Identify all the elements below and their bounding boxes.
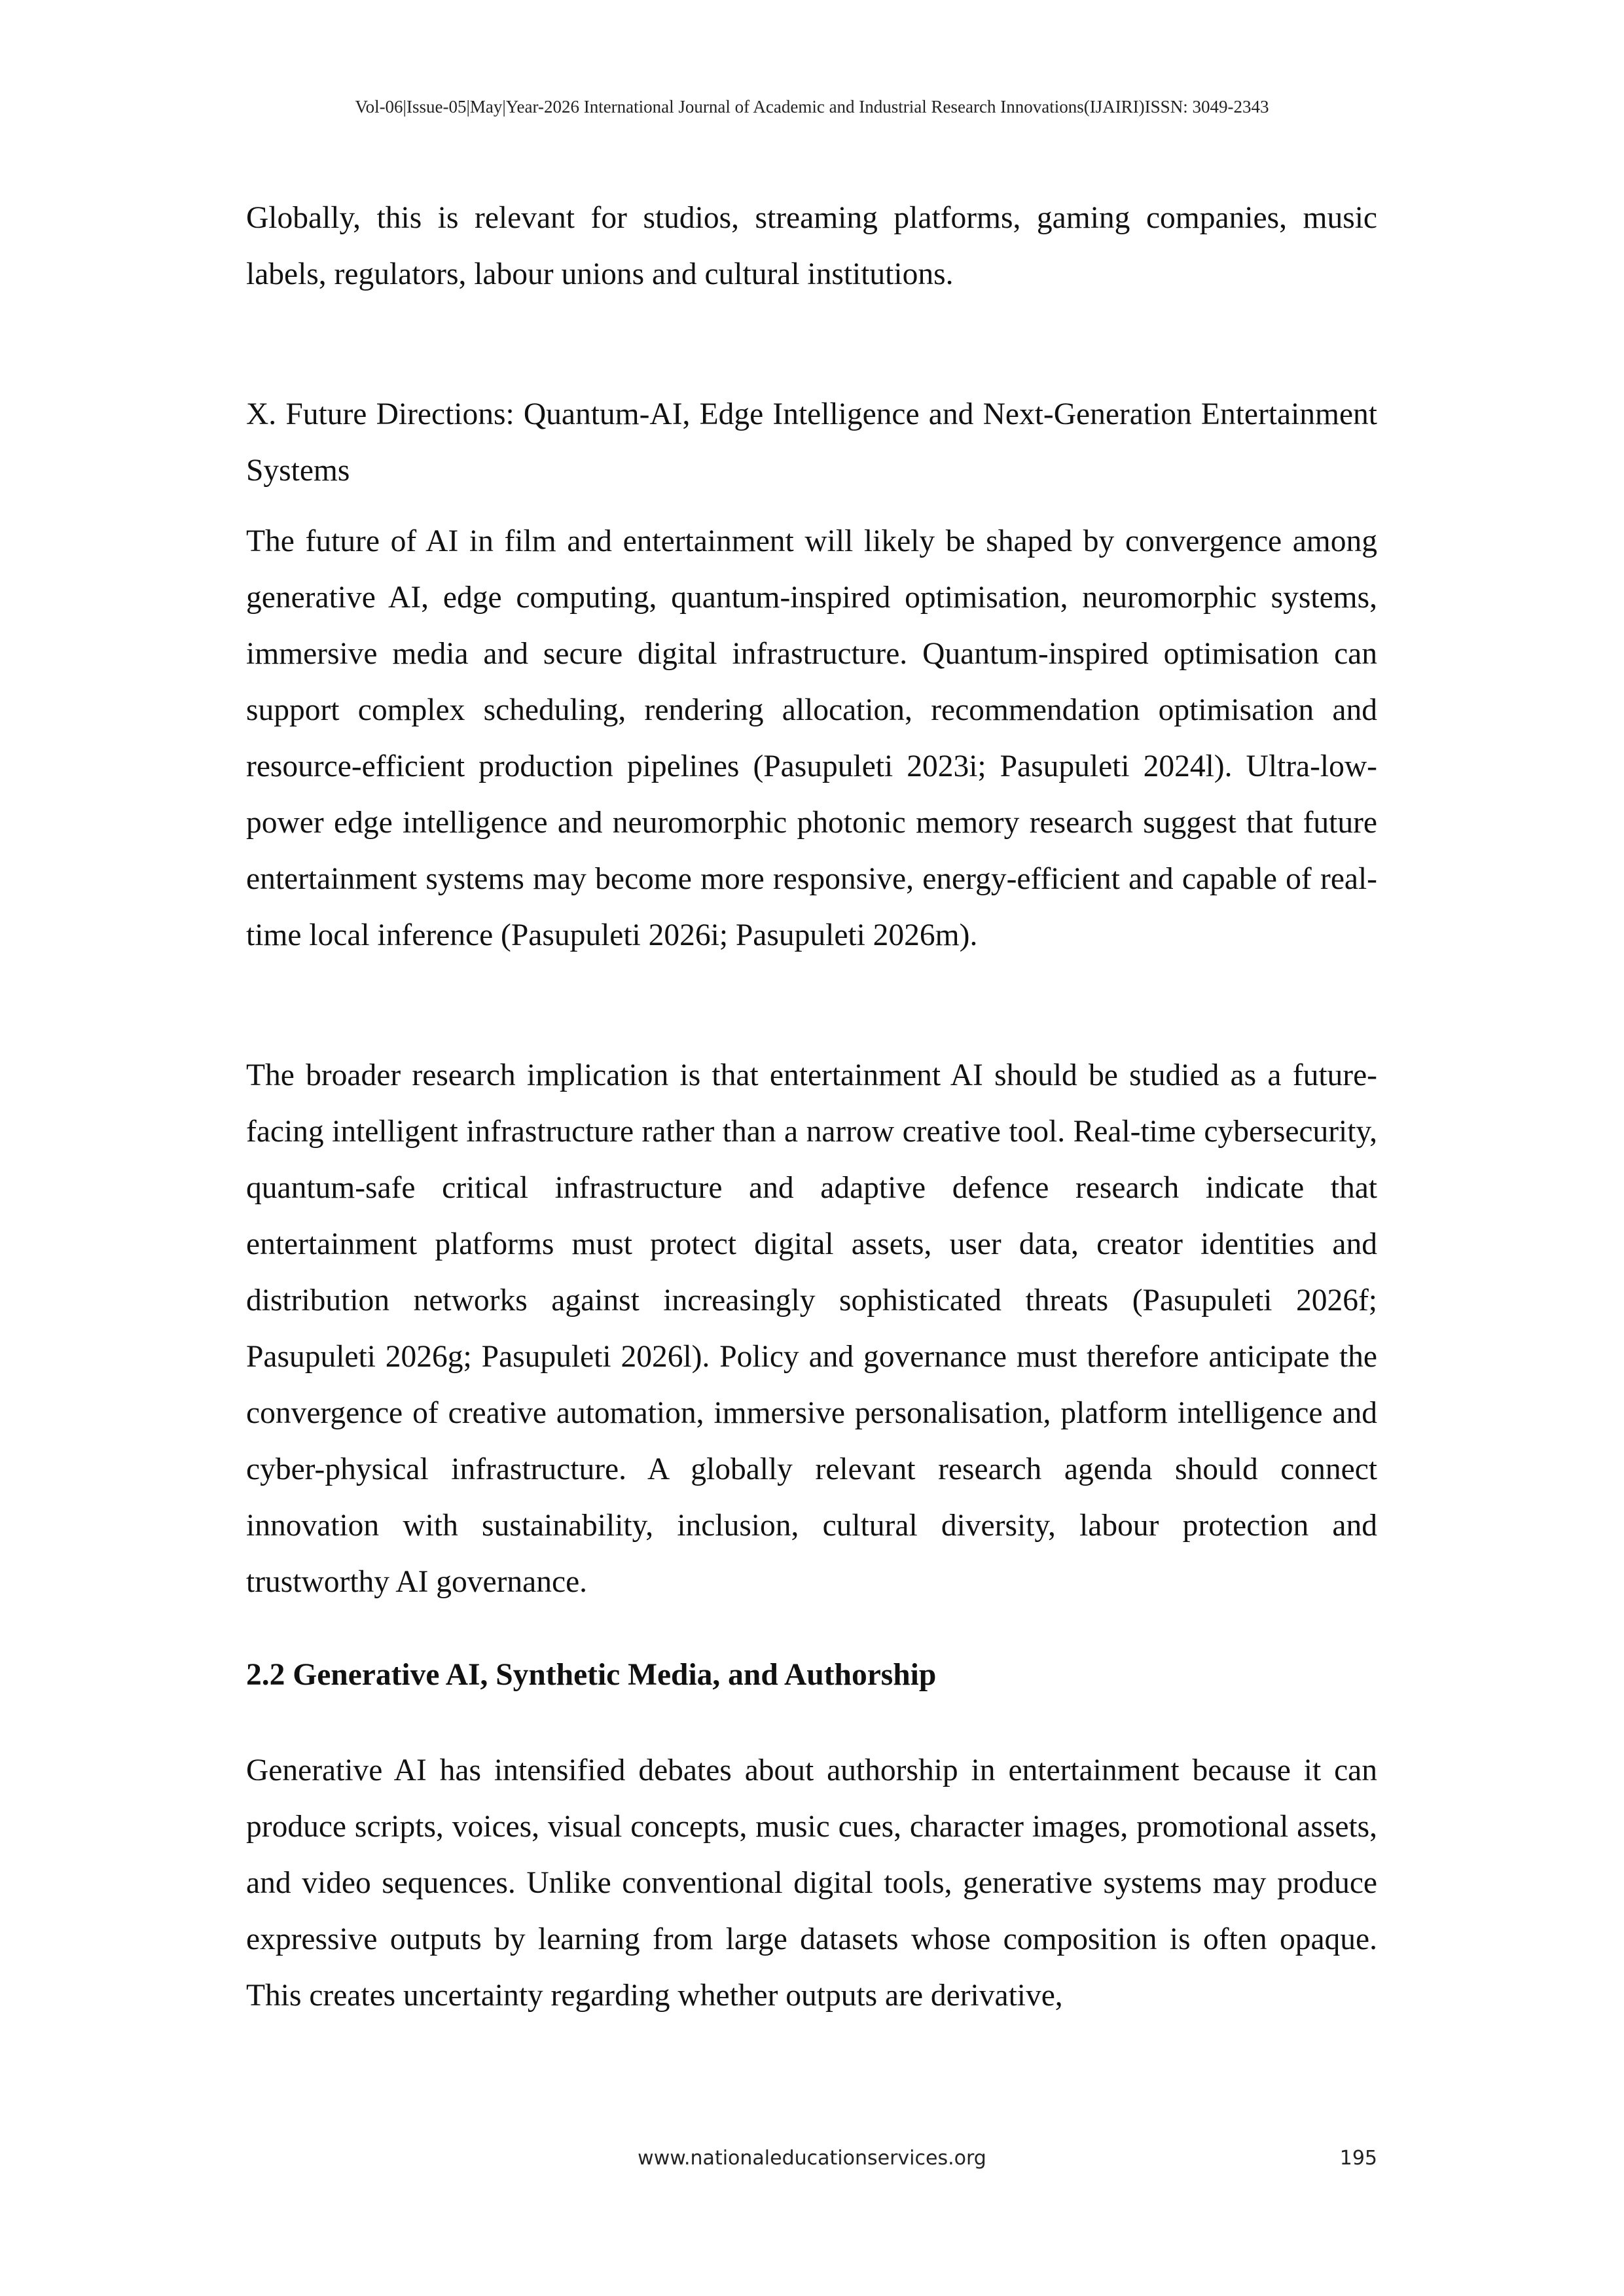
subsection-heading: 2.2 Generative AI, Synthetic Media, and Authorship xyxy=(246,1658,937,1692)
spacer xyxy=(246,1703,1377,1742)
subsection-paragraph: Generative AI has intensified debates about authorship in entertainment because it can produce scripts, voices, visual concepts, music cues, character images, promotional assets, and video sequences. Unlike conventional digital tools, generative systems may produce expressive outputs by learning from large datasets whose composition is often opaque. This creates uncertainty regarding whether outputs are derivative, xyxy=(246,1753,1377,2013)
page-number: 195 xyxy=(1339,2147,1377,2170)
running-footer xyxy=(0,2147,1624,2173)
spacer xyxy=(246,302,1377,386)
intro-paragraph: Globally, this is relevant for studios, streaming platforms, gaming companies, music labels, regulators, labour unions and cultural institutions. xyxy=(246,201,1377,291)
spacer xyxy=(246,1610,1377,1647)
spacer xyxy=(246,963,1377,1047)
page-body xyxy=(246,190,1377,2024)
footer-url: www.nationaleducationservices.org xyxy=(638,2147,986,2170)
spacer xyxy=(246,499,1377,513)
running-header: Vol-06|Issue-05|May|Year-2026 International Journal of Academic and Industrial Research Innovations(IJAIRI)ISSN: 3049-2343 xyxy=(355,97,1269,117)
section-paragraph: The broader research implication is that entertainment AI should be studied as a future-facing intelligent infrastructure rather than a narrow creative tool. Real-time cybersecurity, quantum-safe critical infrastructure and adaptive defence research indicate that entertainment platforms must protect digital assets, user data, creator identities and distribution networks against increasingly sophisticated threats (Pasupuleti 2026f; Pasupuleti 2026g; Pasupuleti 2026l). Policy and governance must therefore anticipate the convergence of creative automation, immersive personalisation, platform intelligence and cyber-physical infrastructure. A globally relevant research agenda should connect innovation with sustainability, inclusion, cultural diversity, labour protection and trustworthy AI governance. xyxy=(246,1058,1377,1599)
section-heading: X. Future Directions: Quantum-AI, Edge Intelligence and Next-Generation Entertainment Systems xyxy=(246,397,1377,488)
section-paragraph: The future of AI in film and entertainment will likely be shaped by convergence among generative AI, edge computing, quantum-inspired optimisation, neuromorphic systems, immersive media and secure digital infrastructure. Quantum-inspired optimisation can support complex scheduling, rendering allocation, recommendation optimisation and resource-efficient production pipelines (Pasupuleti 2023i; Pasupuleti 2024l). Ultra-low-power edge intelligence and neuromorphic photonic memory research suggest that future entertainment systems may become more responsive, energy-efficient and capable of real-time local inference (Pasupuleti 2026i; Pasupuleti 2026m). xyxy=(246,524,1377,952)
